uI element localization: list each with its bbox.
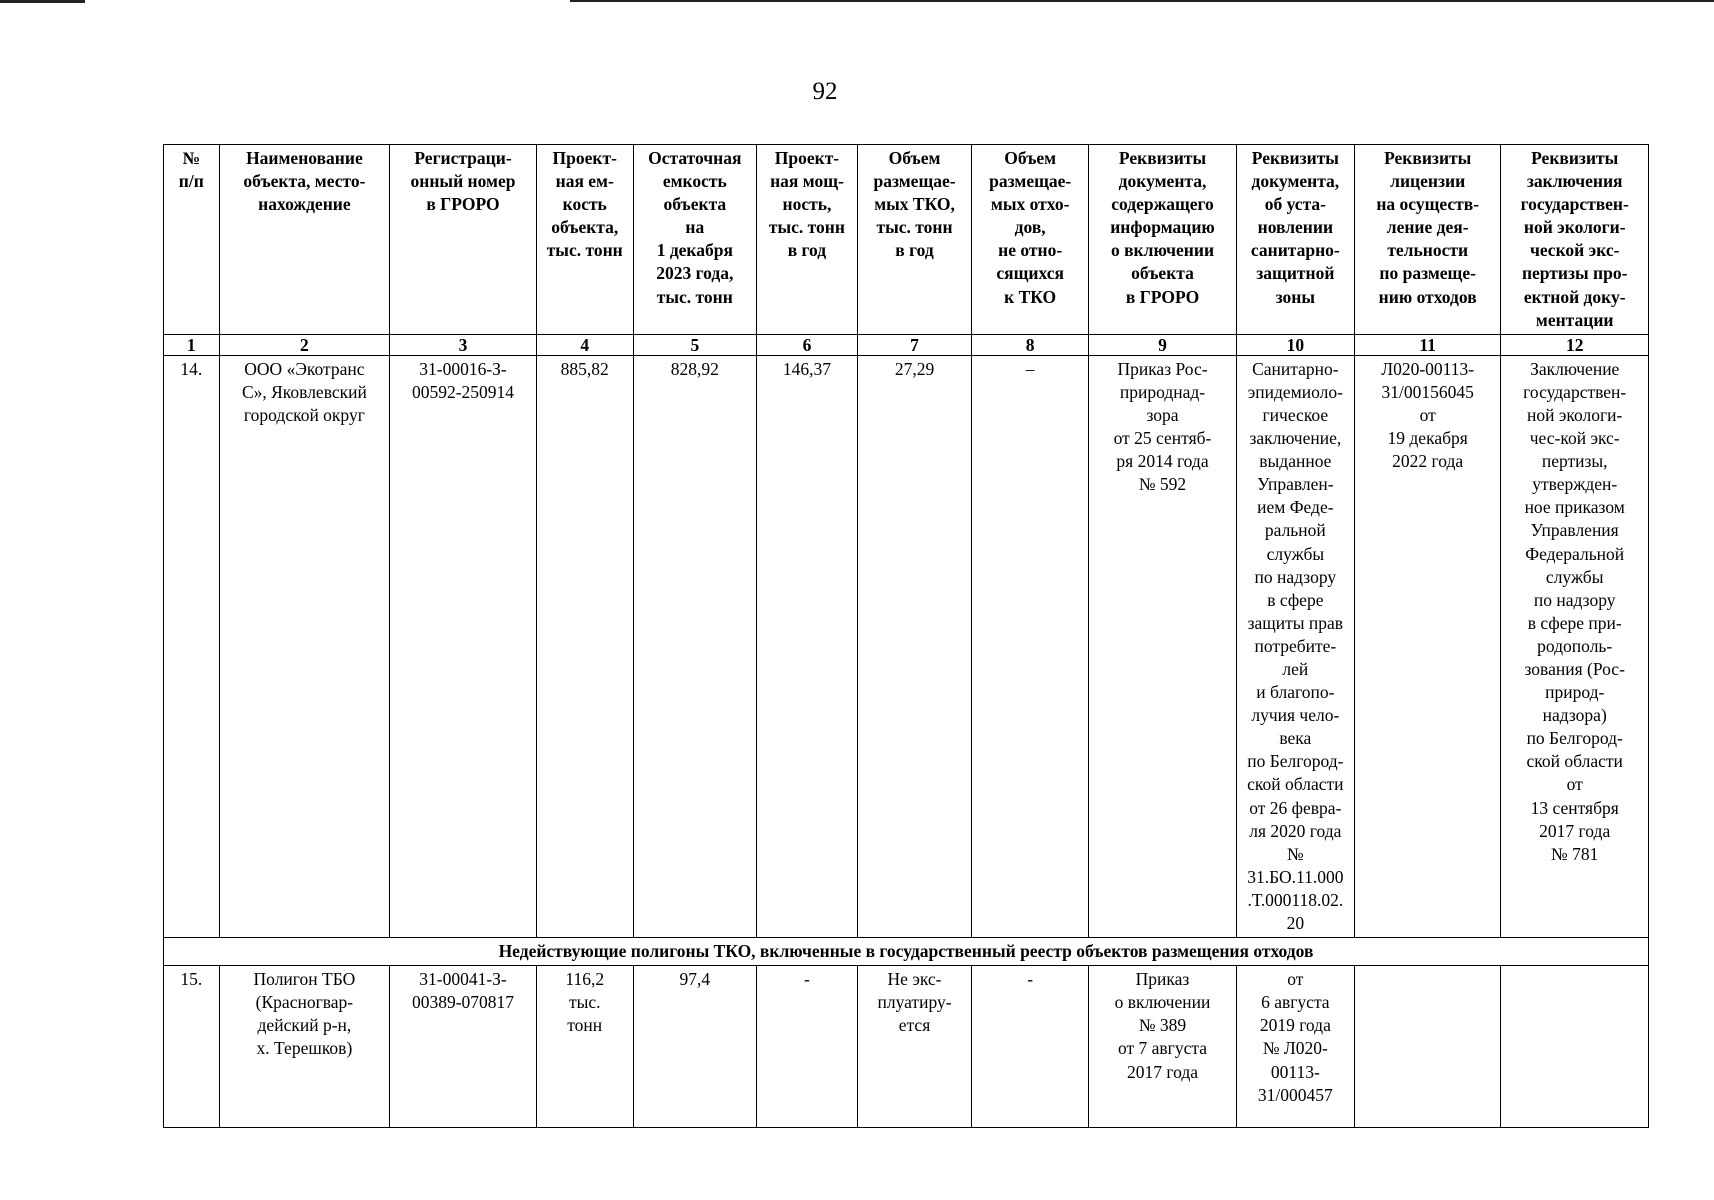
cell-text-line: 19 декабря xyxy=(1387,428,1468,449)
header-text-line: документа, xyxy=(1251,171,1340,192)
header-text-line: ческой экс- xyxy=(1529,240,1620,261)
header-text-line: ной экологи- xyxy=(1523,217,1626,238)
header-text-line: Остаточная xyxy=(648,148,742,168)
cell-text-line: 885,82 xyxy=(560,358,609,379)
header-text-line: тыс. тонн xyxy=(656,286,733,307)
header-text-line: 2023 года, xyxy=(656,263,734,284)
header-text-line: к ТКО xyxy=(1004,286,1057,307)
header-text-line: в ГРОРО xyxy=(1125,286,1200,307)
header-text-line: Реквизиты xyxy=(1118,148,1207,168)
waste-facility-registry-table xyxy=(163,144,1649,1128)
column-header-8 xyxy=(972,145,1089,335)
cell-text-line: 116,2 xyxy=(565,969,605,990)
header-text-line: документа, xyxy=(1118,171,1207,192)
cell-text-line: по надзору xyxy=(1533,589,1616,610)
header-text-line: зоны xyxy=(1275,286,1316,307)
cell-text-line: 146,37 xyxy=(782,358,831,379)
cell-text-line: - xyxy=(1027,969,1034,990)
column-number-9: 9 xyxy=(1089,334,1236,355)
header-text-line: на xyxy=(685,217,705,238)
cell-text-line: 31/00156045 xyxy=(1381,381,1474,402)
cell-text-line: природнад- xyxy=(1119,381,1206,402)
cell-text-line: 31.БО.11.000 xyxy=(1247,866,1344,887)
cell-text-line: от xyxy=(1419,404,1436,425)
cell-text-line: 00592-250914 xyxy=(411,381,515,402)
table-cell-col-9 xyxy=(1089,355,1236,937)
header-text-line: о включении xyxy=(1110,240,1215,261)
table-row xyxy=(164,966,1649,1128)
header-text-line: Реквизиты xyxy=(1251,148,1339,168)
header-text-line: ление дея- xyxy=(1386,217,1469,238)
header-text-line: защитной xyxy=(1256,263,1335,284)
cell-text-line: Не экс- xyxy=(887,969,942,990)
cell-text-line: о включении xyxy=(1114,992,1211,1013)
table-cell-col-1 xyxy=(164,966,220,1128)
cell-text-line: .Т.000118.02. xyxy=(1247,889,1344,910)
header-text-line: лицензии xyxy=(1390,171,1466,192)
header-text-line: ектной доку- xyxy=(1523,286,1626,307)
column-number-10: 10 xyxy=(1236,334,1354,355)
cell-text-line: ральной xyxy=(1264,520,1326,541)
cell-text-line: Л020-00113- xyxy=(1381,358,1475,379)
header-text-line: информацию xyxy=(1110,217,1215,238)
cell-text-line: и благопо- xyxy=(1256,682,1335,703)
header-text-line: в год xyxy=(787,240,827,261)
cell-text-line: от 26 февра- xyxy=(1249,797,1342,818)
header-text-line: по размеще- xyxy=(1379,263,1476,284)
header-text-line: не отно- xyxy=(998,240,1063,261)
cell-text-line: 13 сентября xyxy=(1530,797,1619,818)
table-cell-col-4 xyxy=(536,966,633,1128)
table-cell-col-4 xyxy=(536,355,633,937)
column-number-2: 2 xyxy=(219,334,390,355)
header-text-line: санитарно- xyxy=(1250,240,1340,261)
cell-text-line: 31-00016-З- xyxy=(419,358,507,379)
cell-text-line: 2022 года xyxy=(1392,451,1464,472)
cell-text-line: Управления xyxy=(1530,520,1619,541)
cell-text-line: от 7 августа xyxy=(1117,1038,1208,1059)
table-cell-col-2 xyxy=(219,966,390,1128)
column-number-1: 1 xyxy=(164,334,220,355)
header-text-line: в год xyxy=(895,240,934,261)
header-text-line: дов, xyxy=(1014,217,1046,238)
cell-text-line: выданное xyxy=(1259,451,1332,472)
header-text-line: нахождение xyxy=(258,194,351,215)
cell-text-line: от xyxy=(1566,774,1583,795)
cell-text-line: в сфере при- xyxy=(1527,612,1622,633)
column-header-12 xyxy=(1501,145,1649,335)
column-number-6: 6 xyxy=(756,334,857,355)
cell-text-line: № Л020- xyxy=(1262,1038,1328,1059)
table-cell-col-11 xyxy=(1354,966,1500,1128)
section-heading-row xyxy=(164,938,1649,966)
header-text-line: объекта xyxy=(663,194,727,215)
cell-text-line: 2019 года xyxy=(1259,1015,1331,1036)
table-cell-col-9 xyxy=(1089,966,1236,1128)
column-number-11: 11 xyxy=(1354,334,1500,355)
header-text-line: емкость xyxy=(662,171,727,192)
header-text-line: Реквизиты xyxy=(1384,148,1472,168)
header-text-line: ментации xyxy=(1535,309,1614,330)
header-text-line: об уста- xyxy=(1264,194,1326,215)
header-text-line: мых отхо- xyxy=(990,194,1070,215)
column-header-3 xyxy=(390,145,536,335)
cell-text-line: 27,29 xyxy=(894,358,935,379)
cell-text-line: заключение, xyxy=(1249,428,1342,449)
table-cell-col-12 xyxy=(1501,966,1649,1128)
cell-text-line: тыс. xyxy=(568,992,601,1013)
header-text-line: ность, xyxy=(782,194,832,215)
table-cell-col-7 xyxy=(857,355,971,937)
header-text-line: онный номер xyxy=(410,171,516,192)
cell-text-line: ООО «Экотранс xyxy=(244,358,365,379)
cell-text-line: 15. xyxy=(180,969,203,990)
cell-text-line: защиты прав xyxy=(1247,612,1344,633)
cell-text-line: № 389 xyxy=(1138,1015,1187,1036)
table-cell-col-3 xyxy=(390,966,536,1128)
header-text-line: размещае- xyxy=(873,171,956,192)
table-cell-col-11 xyxy=(1354,355,1500,937)
header-text-line: новлении xyxy=(1257,217,1334,238)
header-text-line: п/п xyxy=(178,171,204,192)
cell-text-line: ной экологи- xyxy=(1527,404,1623,425)
cell-text-line: эпидемиоло- xyxy=(1247,381,1343,402)
cell-text-line: ется xyxy=(898,1015,931,1036)
cell-text-line: плуатиру- xyxy=(877,992,952,1013)
header-text-line: государствен- xyxy=(1520,194,1629,215)
cell-text-line: ля 2020 года xyxy=(1249,820,1342,841)
header-text-line: тыс. тонн xyxy=(876,217,953,238)
table-header-row xyxy=(164,145,1649,335)
cell-text-line: по Белгород- xyxy=(1526,728,1623,749)
header-text-line: размещае- xyxy=(989,171,1072,192)
cell-text-line: х. Терешков) xyxy=(256,1038,353,1059)
table-cell-col-8 xyxy=(972,355,1089,937)
column-header-6 xyxy=(756,145,857,335)
column-number-5: 5 xyxy=(633,334,756,355)
header-text-line: мых ТКО, xyxy=(874,194,955,215)
cell-text-line: Полигон ТБО xyxy=(253,969,356,990)
cell-text-line: 31-00041-З- xyxy=(419,969,507,990)
cell-text-line: Федеральной xyxy=(1525,543,1625,564)
cell-text-line: лучия чело- xyxy=(1251,705,1340,726)
section-heading-inactive-landfills: Недействующие полигоны ТКО, включенные в государственный реестр объектов размещения отходов xyxy=(164,938,1649,966)
header-text-line: объекта, место- xyxy=(243,171,366,192)
column-number-row xyxy=(164,334,1649,355)
cell-text-line: природ- xyxy=(1545,682,1605,703)
header-text-line: Объем xyxy=(1004,148,1057,168)
table-cell-col-2 xyxy=(219,355,390,937)
cell-text-line: по Белгород- xyxy=(1247,751,1344,772)
cell-text-line: государствен- xyxy=(1523,381,1627,402)
table-row xyxy=(164,355,1649,937)
header-text-line: Наименование xyxy=(246,148,363,168)
header-text-line: № xyxy=(182,148,201,168)
cell-text-line: службы xyxy=(1545,566,1604,587)
cell-text-line: службы xyxy=(1266,543,1325,564)
header-text-line: сящихся xyxy=(996,263,1064,284)
cell-text-line: 00389-070817 xyxy=(411,992,515,1013)
header-text-line: 1 декабря xyxy=(656,240,733,261)
table-cell-col-6 xyxy=(756,966,857,1128)
cell-text-line: 97,4 xyxy=(679,969,711,990)
cell-text-line: пертизы, xyxy=(1541,451,1608,472)
cell-text-line: лей xyxy=(1282,658,1309,679)
header-text-line: на осуществ- xyxy=(1376,194,1479,215)
column-number-4: 4 xyxy=(536,334,633,355)
table-cell-col-7 xyxy=(857,966,971,1128)
table-cell-col-1 xyxy=(164,355,220,937)
cell-text-line: от 25 сентяб- xyxy=(1113,428,1212,449)
top-edge-line-left xyxy=(0,0,85,3)
header-text-line: кость xyxy=(562,194,607,215)
table-cell-col-10 xyxy=(1236,355,1354,937)
cell-text-line: ской области xyxy=(1526,751,1623,772)
column-header-10 xyxy=(1236,145,1354,335)
cell-text-line: утвержден- xyxy=(1532,474,1618,495)
cell-text-line: 6 августа xyxy=(1261,992,1330,1013)
column-number-8: 8 xyxy=(972,334,1089,355)
header-text-line: ная ем- xyxy=(555,171,614,192)
cell-text-line: ием Феде- xyxy=(1257,497,1334,518)
column-header-4 xyxy=(536,145,633,335)
page-number: 92 xyxy=(812,78,838,105)
cell-text-line: дейский р-н, xyxy=(257,1015,352,1036)
cell-text-line: ное приказом xyxy=(1524,497,1625,518)
cell-text-line: № 592 xyxy=(1138,474,1187,495)
header-text-line: тыс. тонн xyxy=(546,240,623,261)
column-number-7: 7 xyxy=(857,334,971,355)
header-text-line: тельности xyxy=(1387,240,1469,261)
column-header-2 xyxy=(219,145,390,335)
header-text-line: Проект- xyxy=(774,148,840,168)
table-cell-col-5 xyxy=(633,966,756,1128)
cell-text-line: потребите- xyxy=(1254,635,1337,656)
cell-text-line: городской округ xyxy=(243,404,365,425)
cell-text-line: Приказ Рос- xyxy=(1117,358,1208,379)
header-text-line: содержащего xyxy=(1111,194,1214,215)
cell-text-line: С», Яковлевский xyxy=(241,381,367,402)
table-cell-col-6 xyxy=(756,355,857,937)
cell-text-line: века xyxy=(1279,728,1312,749)
table-cell-col-5 xyxy=(633,355,756,937)
table-cell-col-12 xyxy=(1501,355,1649,937)
column-header-1 xyxy=(164,145,220,335)
cell-text-line: 20 xyxy=(1286,913,1305,933)
cell-text-line: от xyxy=(1287,969,1304,990)
header-text-line: Регистраци- xyxy=(414,148,512,168)
cell-text-line: 31/000457 xyxy=(1257,1084,1333,1105)
cell-text-line: в сфере xyxy=(1267,589,1324,610)
cell-text-line: надзора) xyxy=(1542,705,1607,726)
column-header-5 xyxy=(633,145,756,335)
cell-text-line: Приказ xyxy=(1135,969,1190,990)
header-text-line: ная мощ- xyxy=(770,171,844,192)
cell-text-line: чес-кой экс- xyxy=(1529,428,1620,449)
cell-text-line: гическое xyxy=(1262,404,1329,425)
header-text-line: нию отходов xyxy=(1378,286,1477,307)
top-edge-line-right xyxy=(570,0,1714,2)
column-number-3: 3 xyxy=(390,334,536,355)
cell-text-line: родополь- xyxy=(1537,635,1613,656)
cell-text-line: № xyxy=(1286,843,1304,864)
header-text-line: тыс. тонн xyxy=(768,217,845,238)
cell-text-line: - xyxy=(804,969,810,990)
header-text-line: заключения xyxy=(1526,171,1623,192)
cell-text-line: зования (Рос- xyxy=(1524,658,1625,679)
cell-text-line: зора xyxy=(1146,404,1179,425)
cell-text-line: ской области xyxy=(1247,774,1344,795)
column-header-9 xyxy=(1089,145,1236,335)
cell-text-line: – xyxy=(1025,358,1035,379)
table-cell-col-3 xyxy=(390,355,536,937)
cell-text-line: 14. xyxy=(180,358,203,379)
header-text-line: объекта, xyxy=(551,217,619,238)
header-text-line: пертизы про- xyxy=(1521,263,1628,284)
header-text-line: объекта xyxy=(1131,263,1194,284)
table-cell-col-10 xyxy=(1236,966,1354,1128)
cell-text-line: Санитарно- xyxy=(1252,358,1339,379)
column-header-11 xyxy=(1354,145,1500,335)
cell-text-line: 828,92 xyxy=(670,358,719,379)
cell-text-line: тонн xyxy=(567,1015,603,1036)
cell-text-line: Заключение xyxy=(1530,358,1620,379)
cell-text-line: ря 2014 года xyxy=(1116,451,1209,472)
header-text-line: Объем xyxy=(888,148,941,168)
cell-text-line: 2017 года xyxy=(1539,820,1611,841)
cell-text-line: 00113- xyxy=(1270,1061,1320,1082)
table-cell-col-8 xyxy=(972,966,1089,1128)
header-text-line: Проект- xyxy=(552,148,617,168)
cell-text-line: по надзору xyxy=(1254,566,1337,587)
column-header-7 xyxy=(857,145,971,335)
cell-text-line: Управлен- xyxy=(1257,474,1334,495)
header-text-line: Реквизиты xyxy=(1531,148,1619,168)
cell-text-line: (Красногвар- xyxy=(255,992,354,1013)
cell-text-line: № 781 xyxy=(1551,843,1599,864)
column-number-12: 12 xyxy=(1501,334,1649,355)
cell-text-line: 2017 года xyxy=(1126,1061,1199,1082)
header-text-line: в ГРОРО xyxy=(426,194,500,215)
